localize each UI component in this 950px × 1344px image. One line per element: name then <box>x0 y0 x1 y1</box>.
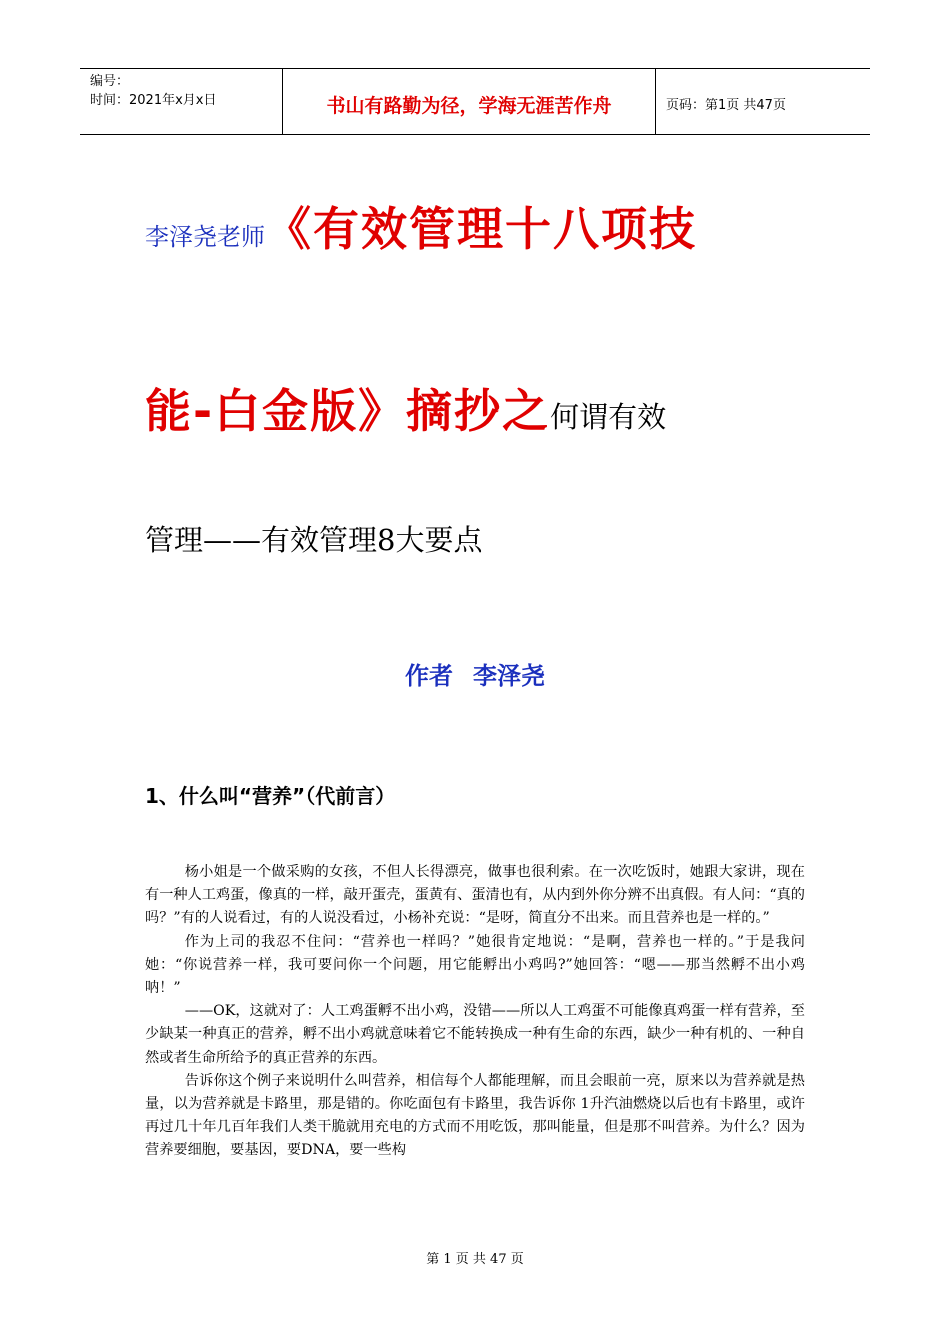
header-time-label: 时间：2021年x月x日 <box>90 93 217 108</box>
header-meta <box>90 72 216 110</box>
page-footer: 第 1 页 共 47 页 <box>426 1252 524 1267</box>
title-line-2 <box>145 375 666 441</box>
paragraph: 作为上司的我忍不住问：“营养也一样吗？”她很肯定地说：“是啊，营养也一样的。”于是我问她：“你说营养一样，我可要问你一个问题，用它能孵出小鸡吗?”她回答：“嗯——那当然孵不出小鸡呐！” <box>145 933 805 997</box>
header-divider-right <box>655 68 656 134</box>
section-heading: 1、什么叫“营养”（代前言） <box>145 784 396 808</box>
header-top-rule <box>80 68 870 69</box>
title-author-prefix: 李泽尧老师 <box>145 223 265 251</box>
paragraph: 杨小姐是一个做采购的女孩，不但人长得漂亮，做事也很利索。在一次吃饭时，她跟大家讲，现在有一种人工鸡蛋，像真的一样，敲开蛋壳，蛋黄有、蛋清也有，从内到外你分辨不出真假。有人问：“真的吗？”有的人说看过，有的人说没看过，小杨补充说：“是呀，简直分不出来。而且营养也是一样的。” <box>145 864 805 927</box>
byline <box>0 656 950 691</box>
title-big-part-1: 《有效管理十八项技 <box>265 202 697 256</box>
header-motto: 书山有路勤为径，学海无涯苦作舟 <box>326 95 612 117</box>
title-normal-part: 何谓有效 <box>550 400 667 434</box>
byline-name: 李泽尧 <box>473 661 545 690</box>
body-text <box>145 861 805 1163</box>
paragraph: ——OK，这就对了：人工鸡蛋孵不出小鸡，没错——所以人工鸡蛋不可能像真鸡蛋一样有营养，至少缺某一种真正的营养，孵不出小鸡就意味着它不能转换成一种有生命的东西，缺少一种有机的、一种自然或者生命所给予的真正营养的东西。 <box>145 1003 805 1066</box>
title-big-part-2: 能-白金版》摘抄之 <box>145 384 551 438</box>
byline-label: 作者 <box>405 661 453 690</box>
header-number-label: 编号： <box>90 74 130 89</box>
paragraph: 告诉你这个例子来说明什么叫营养，相信每个人都能理解，而且会眼前一亮，原来以为营养就是热量，以为营养就是卡路里，那是错的。你吃面包有卡路里，我告诉你 1升汽油燃烧以后也有卡路里，或许再过几十年几百年我们人类干脆就用充电的方式而不用吃饭，那叫能量，但是那不叫营养。为什么？因为营养要细胞，要基因，要DNA，要一些构 <box>145 1072 805 1159</box>
title-line-3: 管理——有效管理8大要点 <box>145 523 483 557</box>
title-line-1 <box>145 193 697 259</box>
header-page-info: 页码：第1页 共47页 <box>666 98 786 113</box>
header-bottom-rule <box>80 134 870 135</box>
